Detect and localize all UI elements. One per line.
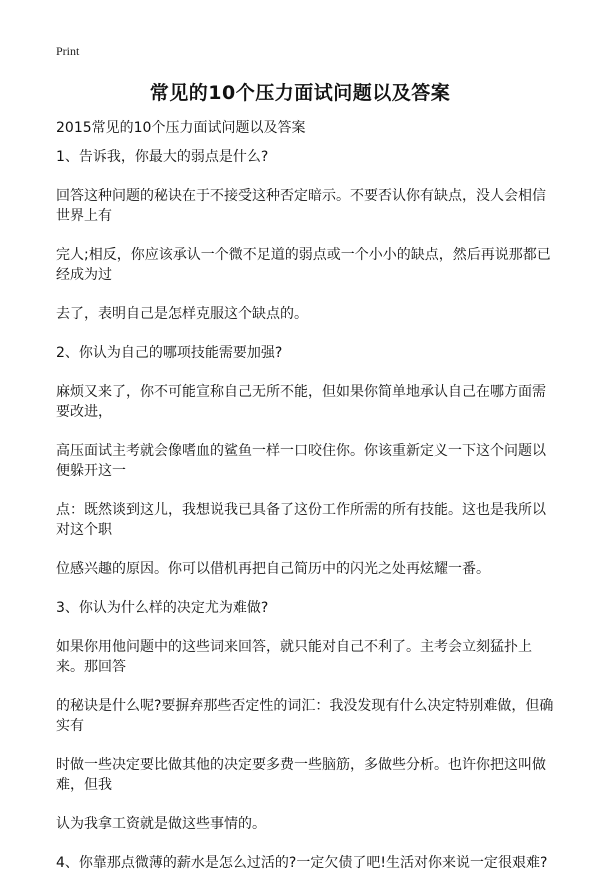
answer-paragraph: 麻烦又来了，你不可能宣称自己无所不能，但如果你简单地承认自己在哪方面需要改进，: [56, 384, 546, 420]
answer-paragraph: 如果你用他问题中的这些词来回答，就只能对自己不利了。主考会立刻猛扑上来。那回答: [56, 639, 532, 675]
answer-paragraph: 认为我拿工资就是做这些事情的。: [56, 816, 266, 832]
answer-paragraph: 点：既然谈到这儿，我想说我已具备了这份工作所需的所有技能。这也是我所以对这个职: [56, 502, 546, 538]
answer-paragraph: 完人;相反，你应该承认一个微不足道的弱点或一个小小的缺点，然后再说那都已经成为过: [56, 247, 551, 283]
answer-paragraph: 的秘诀是什么呢?要摒弃那些否定性的词汇：我没发现有什么决定特别难做，但确实有: [56, 698, 554, 734]
answer-paragraph: 时做一些决定要比做其他的决定要多费一些脑筋，多做些分析。也许你把这叫做难，但我: [56, 757, 546, 793]
question-2: 2、你认为自己的哪项技能需要加强?: [56, 345, 283, 361]
print-label: Print: [56, 44, 80, 58]
question-4: 4、你靠那点微薄的薪水是怎么过活的?一定欠债了吧!生活对你来说一定很艰难?: [56, 855, 548, 871]
question-3: 3、你认为什么样的决定尤为难做?: [56, 600, 269, 616]
document-body: [56, 118, 556, 892]
document-subtitle: 2015常见的10个压力面试问题以及答案: [56, 120, 306, 136]
answer-paragraph: 回答这种问题的秘诀在于不接受这种否定暗示。不要否认你有缺点，没人会相信世界上有: [56, 188, 546, 224]
answer-paragraph: 位感兴趣的原因。你可以借机再把自己简历中的闪光之处再炫耀一番。: [56, 561, 490, 577]
question-1: 1、告诉我，你最大的弱点是什么?: [56, 149, 269, 165]
answer-paragraph: 高压面试主考就会像嗜血的鲨鱼一样一口咬住你。你该重新定义一下这个问题以便躲开这一: [56, 443, 546, 479]
answer-paragraph: 去了，表明自己是怎样克服这个缺点的。: [56, 306, 308, 322]
document-title: 常见的10个压力面试问题以及答案: [149, 82, 451, 104]
